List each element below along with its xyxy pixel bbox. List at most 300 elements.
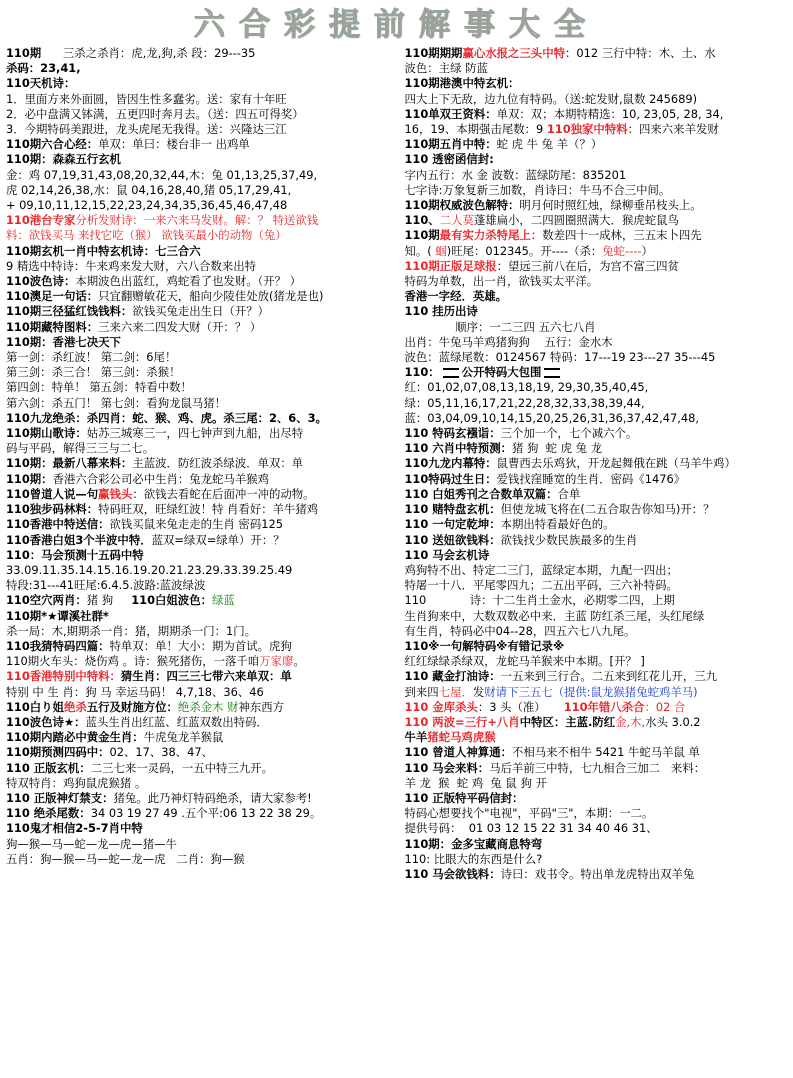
right-line-segment: 马后羊前三中特，七九相合三加二 来料：	[489, 760, 706, 775]
right-line	[405, 122, 788, 137]
left-line	[6, 806, 391, 821]
right-line-segment: 鸡狗特不出、特定二三门，蓝绿定本期，九配一四出；	[404, 562, 678, 577]
right-line	[405, 426, 788, 441]
right-line	[405, 593, 788, 608]
right-line-segment: 110 赌特盘玄机：	[404, 502, 501, 517]
right-line	[405, 274, 788, 289]
right-line	[405, 320, 788, 335]
right-line-segment: 110期：	[404, 836, 452, 851]
right-line-segment: 110 特码玄襁诣：	[404, 426, 501, 441]
right-line-segment: 赢心水报之三头中特	[462, 46, 565, 60]
right-line-segment: 单双：双；本期特精选：10, 23,05, 28, 34,	[496, 106, 724, 121]
right-line-segment: 110 一句定乾坤：	[404, 517, 501, 532]
left-line-segment: 110曾道人说—句	[6, 486, 99, 501]
left-line-segment: 料：欲钱买马 来找它吃（猴） 欲钱买最小的动物（兔）	[6, 228, 287, 243]
right-line-segment: 绿：05,11,16,17,21,22,28,32,33,38,39,44,	[404, 395, 645, 410]
right-line-segment: 110 两波=三行+八肖	[404, 714, 520, 729]
left-line	[6, 730, 391, 745]
left-line-segment: 绿蓝	[211, 593, 235, 608]
right-line	[405, 669, 788, 684]
left-line	[6, 274, 391, 289]
left-line-segment: 110 正版神灯禁支：	[6, 790, 114, 805]
right-line-segment: 合单	[557, 486, 581, 501]
page-banner	[6, 4, 787, 46]
right-line-segment: 明月何时照红烛，绿柳垂吊枝头上。	[519, 198, 702, 213]
left-line	[6, 183, 391, 198]
banner-char-4: 前	[374, 7, 419, 43]
right-line-segment: 110: 比眼大的东西是什么?	[404, 851, 543, 866]
right-line-segment: 羊 龙 猴 蛇 鸡 兔 鼠 狗 开	[404, 775, 547, 790]
right-line-segment: 中特区：主蓝.防红	[519, 714, 616, 729]
left-line-segment: 9 精选中特诗：牛来鸡来发大财，六八合数来出特	[6, 258, 257, 273]
right-line	[405, 821, 788, 836]
right-line-segment: 蛇 虎 牛 兔 羊（？）	[496, 137, 603, 152]
left-line-segment: 第四剑：特单！ 第五剑：特看中数！	[6, 380, 192, 395]
right-line	[405, 259, 788, 274]
left-line-segment: 110期藏特图料：	[6, 319, 99, 334]
left-line	[6, 198, 391, 213]
right-line-segment: 金多宝藏商息特弯	[451, 836, 543, 851]
right-line-segment: 爱钱找窪睡宽的生肖．密码《1476》	[496, 471, 686, 486]
right-line-segment: ：望远三前八在后，为宫不富三四贫	[496, 258, 679, 273]
left-line	[6, 472, 391, 487]
left-line-segment: 分析发财诗：一来六来马发财。解：？ 特	[75, 213, 284, 228]
right-line-segment: 四大上下无敌，边九位有特码。（送:蛇发财,鼠数 245689)	[404, 91, 698, 106]
banner-char-6: 事	[464, 7, 509, 43]
right-line-segment: 七屋．	[438, 684, 473, 699]
right-line-segment: 公开特码大包围	[461, 365, 542, 380]
left-line	[6, 61, 391, 76]
right-line	[405, 867, 788, 882]
right-line	[405, 487, 788, 502]
banner-char-5: 解	[419, 7, 464, 43]
right-line	[405, 107, 788, 122]
left-line	[6, 441, 391, 456]
left-line-segment: 香港六合彩公司必中生肖：兔龙蛇马羊猴鸡	[52, 471, 269, 486]
right-line-segment: 欲钱找少数民族最多的生肖	[500, 532, 638, 547]
left-line-segment: 第三剑：杀三合！ 第三剑：杀猴！	[6, 365, 181, 380]
left-line-segment: 110鬼才相信2-5-7肖中特	[6, 821, 143, 836]
left-line-segment: 110期火车头：烧伤鸡 。诗：猴死猪伤，一落千咱	[6, 654, 260, 669]
left-line-segment: 蓝双=绿双=绿单）开：？	[151, 532, 285, 547]
left-line	[6, 517, 391, 532]
left-line	[6, 456, 391, 471]
right-line-segment: 110期港澳中特玄机：	[404, 76, 520, 91]
right-line	[405, 517, 788, 532]
right-line	[405, 304, 788, 319]
left-line	[6, 350, 391, 365]
right-line	[405, 745, 788, 760]
right-line	[405, 639, 788, 654]
right-line-segment: 香港一字经．英雄。	[404, 289, 508, 304]
right-line-segment: 字内五行：水 金 波数：蓝绿防尾：835201	[404, 167, 627, 182]
left-line-segment: 三杀之杀肖：虎,龙,狗,杀 段：29---35	[41, 46, 256, 60]
right-line-segment: 波色：主绿 防蓝	[404, 61, 488, 76]
left-line-segment: 码与平码，解得三三与二七。	[6, 441, 155, 456]
right-line	[405, 335, 788, 350]
left-line-segment: 110白り姐	[6, 699, 64, 714]
left-line-segment: 33.09.11.35.14.15.16.19.20.21.23.29.33.39.25.49	[6, 562, 293, 577]
right-line	[405, 806, 788, 821]
left-line-segment: 施方位：	[132, 699, 178, 714]
left-line	[6, 745, 391, 760]
right-line	[405, 213, 788, 228]
right-line	[405, 654, 788, 669]
right-line-segment: ：四来六来羊发财	[627, 122, 719, 137]
left-line	[6, 609, 391, 624]
right-line	[405, 152, 788, 167]
left-line-segment: 110期：	[6, 152, 53, 167]
left-line-segment: 第六剑：杀五门！ 第七剑：看狗龙鼠马猪！	[6, 395, 227, 410]
right-line	[405, 578, 788, 593]
right-line	[405, 791, 788, 806]
right-line-segment: 110期五肖中特：	[404, 137, 497, 152]
right-line	[405, 700, 788, 715]
left-line-segment: 110九龙绝杀：杀四肖：蛇、猴、鸡、虎。杀三尾：2、6、3。	[6, 410, 327, 425]
left-line-segment: 110期六合心经：	[6, 137, 99, 152]
left-line-segment: 森森五行玄机	[52, 152, 121, 167]
left-line-segment: 110波色诗★：	[6, 714, 86, 729]
left-line-segment: 110期三径猛红饯钱料：	[6, 304, 133, 319]
left-line-segment: 02、17、38、47、	[109, 745, 214, 760]
right-line-segment: 红：01,02,07,08,13,18,19, 29,30,35,40,45,	[404, 380, 649, 395]
right-line-segment: ）	[641, 243, 653, 258]
left-line	[6, 639, 391, 654]
left-line	[6, 593, 391, 608]
banner-char-3: 提	[329, 7, 374, 43]
right-line	[405, 168, 788, 183]
right-line-segment: 特码为单数，出一肖，欲钱买太平洋。	[404, 274, 599, 289]
right-line-segment: 猪蛇马鸡虎猴	[427, 730, 496, 745]
right-line	[405, 563, 788, 578]
right-line-segment: ：02 合	[644, 699, 686, 714]
right-line-segment: 诗曰：戏书令。特出单龙虎特出双羊兔	[500, 866, 695, 881]
left-line-segment: + 09,10,11,12,15,22,23,24,34,35,36,45,46,47,48	[6, 198, 288, 213]
left-line-segment: 110港台专家	[6, 213, 76, 228]
left-line-segment: 110期内踏必中黄金生肖：	[6, 730, 144, 745]
left-line	[6, 411, 391, 426]
left-line-segment: 猪兔。此乃神灯特码绝杀，请大家参考!	[113, 790, 312, 805]
right-line	[405, 289, 788, 304]
right-line-segment: 知。(	[404, 243, 436, 258]
left-line	[6, 213, 391, 228]
left-line-segment: 110香港白姐3个半波中特．	[6, 532, 152, 547]
two-column-body	[6, 46, 787, 882]
right-line-segment: 财请下三五七（提供:鼠龙猴猪兔蛇鸡羊马)	[484, 684, 698, 699]
right-line-segment: 110 白姐秀刊之合数单双篇：	[404, 486, 558, 501]
right-line	[405, 852, 788, 867]
right-line	[405, 137, 788, 152]
left-line-segment: 。	[293, 654, 305, 669]
left-line-segment: 特码旺双，旺绿红波！特 肖看好：羊牛猪鸡	[98, 502, 319, 517]
right-line-segment: 特码心想要找个"电视"，平码"三"，本期：一二。	[404, 806, 654, 821]
left-line	[6, 92, 391, 107]
right-line	[405, 380, 788, 395]
right-line-segment: 特屠一十八．平尾零四九；二五出平码，三六补特码。	[404, 578, 678, 593]
left-line-segment: 110期*★谭溪社群*	[6, 608, 109, 623]
left-line	[6, 335, 391, 350]
right-line-segment: 110 马会玄机诗	[404, 547, 490, 562]
left-line	[6, 289, 391, 304]
left-line-segment: 杀一局：木,期期杀一肖：猪，期期杀一门：1门。	[6, 623, 257, 638]
left-line-segment: 本期波色出蓝红，鸡蛇看了也发财。（开？ ）	[75, 274, 302, 289]
right-line	[405, 411, 788, 426]
right-line-segment: 猪 狗 蛇 虎 兔 龙	[511, 441, 603, 456]
right-line-segment: 16，19、本期强击尾数：9	[404, 122, 547, 137]
right-line-segment: 一五来到三行合。二五来到红花儿开，三九	[500, 669, 718, 684]
right-line	[405, 730, 788, 745]
left-line-segment: 五行及财	[86, 699, 133, 714]
left-line	[6, 669, 391, 684]
left-line-segment: 110香港中特送信：	[6, 517, 110, 532]
right-line-segment: 110 送妞欲钱料：	[404, 532, 501, 547]
left-line	[6, 168, 391, 183]
left-line-segment: 特别 中 生 肖：狗 马 幸运马码！ 4,7,18、36、46	[6, 684, 264, 699]
left-line	[6, 502, 391, 517]
left-line-segment: ：欲钱去看蛇在后面冲一冲的动物。	[132, 486, 315, 501]
right-line-segment: 兔蛇----	[602, 243, 642, 258]
left-line	[6, 821, 391, 836]
right-line-segment: ：012 三行中特：木、土、水	[564, 46, 716, 60]
left-line-segment: 110期预测四码中：	[6, 745, 110, 760]
right-line	[405, 456, 788, 471]
left-line-segment: 110期：最新八幕来料：	[6, 456, 133, 471]
left-line	[6, 700, 391, 715]
left-line-segment: 110 正版玄机：	[6, 760, 91, 775]
banner-char-1: 合	[239, 7, 284, 43]
left-line	[6, 487, 391, 502]
right-line	[405, 472, 788, 487]
right-line-segment: 110九龙内幕特：	[404, 456, 497, 471]
right-line-segment: 三个加一个，七个减六个。	[500, 426, 638, 441]
right-line	[405, 715, 788, 730]
left-line-segment: 只宜翻赠敏花天，船向少陵佳处放(猪龙是也)	[98, 289, 324, 304]
left-line	[6, 107, 391, 122]
left-line-segment: 特段:31---41旺尾:6.4.5.波路:蓝波绿波	[6, 578, 206, 593]
left-line	[6, 320, 391, 335]
left-line-segment: 3．今期特码美跟进，龙头虎尾无我得。送：兴隆达三江	[6, 122, 287, 137]
left-line-segment: 1．里面方来外面圆，皆因生性多蠢劣。送：家有十年旺	[6, 91, 287, 106]
left-line	[6, 396, 391, 411]
right-line-segment: 110期权威波色解特：	[404, 198, 520, 213]
left-line	[6, 533, 391, 548]
left-line-segment: 2．必中盘满又钵满，五更四时奔月去。（送：四五可得奖）	[6, 106, 304, 121]
right-line	[405, 837, 788, 852]
right-line-segment: ：3 头（准）	[477, 699, 564, 714]
left-line-segment: 110：马会预测十五码中特	[6, 547, 144, 562]
right-column	[397, 46, 788, 882]
right-line	[405, 365, 788, 380]
right-line-segment: 鼠曹西去乐鸡狄，开龙起舞俄在跳（马羊牛鸡）	[496, 456, 736, 471]
right-line	[405, 228, 788, 243]
right-line-segment: 本期出特看最好色的。	[500, 517, 615, 532]
right-line	[405, 685, 788, 700]
left-line	[6, 244, 391, 259]
left-line	[6, 259, 391, 274]
banner-char-8: 全	[554, 7, 599, 43]
right-line-segment: 牛羊	[404, 730, 428, 745]
right-line-segment: 水头 3.0.2	[645, 714, 701, 729]
right-line-segment: 金,木,	[615, 714, 646, 729]
right-line	[405, 533, 788, 548]
right-line	[405, 350, 788, 365]
left-line-segment: 110香港特别中特料：	[6, 669, 121, 684]
left-line-segment: ：七三合六	[143, 243, 201, 258]
left-line	[6, 304, 391, 319]
left-line-segment: 110天机诗：	[6, 76, 76, 91]
left-line-segment: 主蓝波．防红波杀绿波．单双：单	[132, 456, 304, 471]
left-line-segment: 欲钱买鼠来兔走走的生肖 密码125	[109, 517, 283, 532]
right-line-segment: 波色：蓝绿尾数：0124567 特码：17---19 23---27 35---45	[404, 350, 716, 365]
right-line-segment: 发	[472, 684, 485, 699]
right-line-segment: 110 金库杀头	[404, 699, 478, 714]
left-line-segment: 34 03 19 27 49 .五个平:06 13 22 38 29。	[90, 806, 322, 821]
left-line	[6, 715, 391, 730]
right-line-segment: 110 透密函信封:	[404, 152, 494, 167]
left-line	[6, 791, 391, 806]
right-line-segment: 110 六肖中特预测：	[404, 441, 512, 456]
right-line-segment: 110独家中特料	[546, 122, 628, 137]
left-line	[6, 137, 391, 152]
right-line-segment: 110 诗：十二生肖土金水，必期零二四，上期	[404, 593, 675, 608]
left-line	[6, 365, 391, 380]
right-line	[405, 761, 788, 776]
decor-bar-icon	[544, 368, 560, 378]
right-line-segment: 提供号码： 01 03 12 15 22 31 34 40 46 31、	[404, 821, 658, 836]
left-line-segment: 110期：香港七决天下	[6, 334, 121, 349]
left-line	[6, 426, 391, 441]
left-line	[6, 228, 391, 243]
right-line-segment: 110 挂历出诗	[404, 304, 478, 319]
right-line-segment: 生肖狗来中，大数双数必中来．主蓝 防红杀三尾，头红尾绿	[404, 608, 705, 623]
left-line-segment: 110空穴两肖：	[6, 593, 87, 608]
right-line	[405, 61, 788, 76]
left-line	[6, 380, 391, 395]
right-line-segment: 110期期期	[404, 46, 463, 60]
right-line-segment: 有生肖，特码必中04--28，四五六七八九尾。	[404, 623, 636, 638]
left-line-segment: 虎 02,14,26,38,水：鼠 04,16,28,40,猪 05,17,29,41,	[6, 182, 292, 197]
left-line-segment: 110波色诗：	[6, 274, 76, 289]
left-line-segment: 110澳足一句话：	[6, 289, 99, 304]
left-column	[6, 46, 397, 867]
right-line	[405, 244, 788, 259]
decor-bar-icon	[443, 368, 459, 378]
left-line-segment: 110 绝杀尾数：	[6, 806, 91, 821]
left-line	[6, 563, 391, 578]
right-line	[405, 548, 788, 563]
right-line-segment: 110特码过生日：	[404, 471, 497, 486]
left-line-segment: 绝杀	[63, 699, 87, 714]
left-line-segment: 神东西方	[238, 699, 285, 714]
right-line-segment: 最有实力杀特尾上：	[439, 228, 543, 243]
right-line	[405, 396, 788, 411]
left-line	[6, 761, 391, 776]
right-line-segment: 不相马来不相牛 5421 牛蛇马羊鼠 单	[511, 745, 700, 760]
right-line-segment: 蓝：03,04,09,10,14,15,20,25,26,31,36,37,42,47,48,	[404, 410, 700, 425]
left-line-segment: 玄机一肖中特玄机诗	[41, 243, 144, 258]
right-line	[405, 92, 788, 107]
right-line-segment: 蓬雄扁小，二四圆圈照满大．猴虎蛇鼠鸟	[473, 213, 679, 228]
left-line-segment: 110独步码林料：	[6, 502, 99, 517]
right-line-segment: 到来四	[404, 684, 439, 699]
right-line-segment: 红红绿绿杀绿双，龙蛇马羊猴来中本期。[开？ ]	[404, 654, 645, 669]
banner-char-0: 六	[194, 7, 239, 43]
left-line-segment: 三来六来二四发大财（开：？ ）	[98, 319, 262, 334]
left-line-segment: 第一剑：杀红波！ 第二剑：6尾！	[6, 350, 177, 365]
right-line-segment: 110期正版足球报	[404, 258, 497, 273]
left-line-segment: 欲钱买兔走出生日（开？）	[132, 304, 269, 319]
right-line-segment: 110年错八杀合	[563, 699, 645, 714]
right-line-segment: 110 曾道人神算通：	[404, 745, 512, 760]
right-line-segment: 出肖：牛兔马羊鸡猪狗狗 五行：金水木	[404, 334, 613, 349]
right-line-segment: 110期	[404, 228, 440, 243]
left-line	[6, 46, 391, 61]
right-line	[405, 609, 788, 624]
right-line	[405, 441, 788, 456]
right-line-segment: 110 藏金打油诗：	[404, 669, 501, 684]
left-line-segment: 110期	[6, 46, 42, 60]
right-line	[405, 776, 788, 791]
left-line	[6, 152, 391, 167]
left-line-segment: 特双特肖：鸡狗鼠虎猴猪 。	[6, 775, 147, 790]
left-line-segment: 单双：单曰：楼台非一 出鸡单	[98, 137, 250, 152]
right-line-segment: 110、	[404, 213, 440, 228]
left-line-segment: 五肖：狗—猴—马—蛇—龙—虎 二肖：狗—猴	[6, 851, 245, 866]
left-line	[6, 578, 391, 593]
right-line	[405, 76, 788, 91]
left-line-segment: 蓝头生肖出红蓝、红蓝双数出特码．	[85, 714, 268, 729]
right-line-segment: 110 马会欲钱料：	[404, 866, 501, 881]
left-line-segment: 110我猜特码四篇：	[6, 638, 110, 653]
banner-char-7: 大	[509, 7, 554, 43]
right-line-segment: 110※一句解特码※有错记录※	[404, 638, 565, 653]
left-line-segment: 110期：	[6, 471, 53, 486]
left-line-segment: 特单双：单！大小：期为首试。虎狗	[109, 638, 292, 653]
right-line-segment: 二人莫	[439, 213, 474, 228]
right-line-segment: 110：	[404, 365, 440, 380]
left-line-segment: 猪 狗	[86, 593, 132, 608]
right-line-segment: 顺序：一二三四 五六七八肖	[404, 319, 596, 334]
left-line-segment: 猜生肖：四三三七带六来单双：单	[120, 669, 292, 684]
right-line	[405, 183, 788, 198]
left-line-segment: 狗—猴—马—蛇—龙—虎—猪—牛	[6, 836, 177, 851]
left-line-segment: 赢钱头	[98, 486, 133, 501]
left-line-segment: 牛虎兔龙羊猴鼠	[143, 730, 224, 745]
left-line	[6, 654, 391, 669]
right-line	[405, 624, 788, 639]
left-line-segment: 送欲钱	[284, 213, 319, 228]
left-line	[6, 76, 391, 91]
right-line-segment: 数差四十一成林，三五末卜四先	[542, 228, 702, 243]
left-line	[6, 122, 391, 137]
left-line-segment: 姑苏三城寒三一，四七钟声到九船，出尽特	[86, 426, 304, 441]
right-line	[405, 502, 788, 517]
left-line-segment: 110期山歌诗：	[6, 426, 87, 441]
banner-char-2: 彩	[284, 7, 329, 43]
right-line-segment: 110 马会来料：	[404, 760, 490, 775]
left-line	[6, 685, 391, 700]
left-line-segment: 绝杀金木 财	[177, 699, 239, 714]
left-line-segment: 二三七来一灵码，一五中特三九开。	[90, 760, 273, 775]
right-line-segment: 但使龙城飞将在(二五合取告你知马)开：？	[500, 502, 715, 517]
left-line-segment: 110白姐波色：	[131, 593, 212, 608]
left-line-segment: 110期	[6, 243, 42, 258]
left-line	[6, 548, 391, 563]
right-line-segment: 七字诗:万象复新三加数，肖诗曰：牛马不合三中间。	[404, 182, 671, 197]
right-line	[405, 198, 788, 213]
right-line-segment: )旺尾：012345。开----（杀：	[446, 243, 603, 258]
right-line	[405, 46, 788, 61]
